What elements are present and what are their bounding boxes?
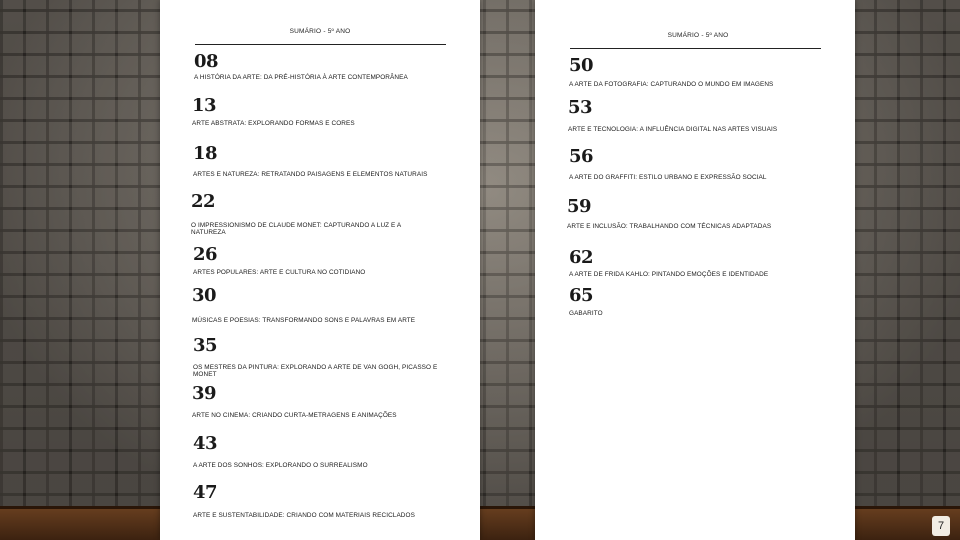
toc-page-number: 39: [192, 383, 217, 404]
toc-entry[interactable]: [569, 56, 839, 88]
toc-entry[interactable]: [567, 197, 837, 230]
toc-title: ARTE ABSTRATA: EXPLORANDO FORMAS E CORES: [192, 120, 355, 127]
toc-page-number: 22: [191, 191, 216, 212]
toc-page-number: 62: [569, 247, 594, 268]
toc-page-number: 53: [568, 97, 593, 118]
header-rule: [195, 44, 446, 45]
toc-entry[interactable]: [194, 52, 464, 81]
toc-page-number: 08: [194, 51, 219, 72]
toc-entry[interactable]: [193, 245, 463, 276]
toc-entry[interactable]: [192, 96, 462, 127]
toc-entry[interactable]: [192, 286, 462, 324]
toc-page-number: 65: [569, 285, 594, 306]
toc-entry[interactable]: [569, 286, 839, 317]
left-page: [160, 0, 480, 540]
toc-page-number: 13: [192, 95, 217, 116]
toc-page-number: 18: [193, 143, 218, 164]
toc-entry[interactable]: [193, 144, 463, 178]
toc-title: ARTE E TECNOLOGIA: A INFLUÊNCIA DIGITAL NAS ARTES VISUAIS: [568, 126, 778, 133]
toc-title: A ARTE DA FOTOGRAFIA: CAPTURANDO O MUNDO EM IMAGENS: [569, 81, 774, 88]
toc-title: A HISTÓRIA DA ARTE: DA PRÉ-HISTÓRIA À ARTE CONTEMPORÂNEA: [194, 74, 408, 81]
toc-page-number: 59: [567, 196, 592, 217]
toc-title: GABARITO: [569, 310, 603, 317]
toc-entry[interactable]: [192, 384, 462, 419]
page-header: SUMÁRIO - 5º ANO: [289, 28, 351, 35]
toc-entry[interactable]: [193, 336, 453, 378]
toc-title: MÚSICAS E POESIAS: TRANSFORMANDO SONS E PALAVRAS EM ARTE: [192, 317, 416, 324]
toc-page-number: 26: [193, 244, 218, 265]
toc-title: ARTES E NATUREZA: RETRATANDO PAISAGENS E ELEMENTOS NATURAIS: [193, 171, 428, 178]
page-header: SUMÁRIO - 5º ANO: [667, 32, 729, 39]
toc-page-number: 35: [193, 335, 218, 356]
toc-title: ARTES POPULARES: ARTE E CULTURA NO COTIDIANO: [193, 269, 366, 276]
toc-title: OS MESTRES DA PINTURA: EXPLORANDO A ARTE DE VAN GOGH, PICASSO E MONET: [193, 364, 438, 378]
toc-entry[interactable]: [191, 192, 426, 236]
right-page: [535, 0, 855, 540]
toc-entry[interactable]: [193, 434, 463, 469]
toc-page-number: 30: [192, 285, 217, 306]
toc-title: ARTE E INCLUSÃO: TRABALHANDO COM TÉCNICAS ADAPTADAS: [567, 223, 772, 230]
toc-title: ARTE NO CINEMA: CRIANDO CURTA-METRAGENS E ANIMAÇÕES: [192, 412, 397, 419]
toc-entry[interactable]: [569, 147, 839, 181]
toc-entry[interactable]: [568, 98, 838, 133]
toc-page-number: 56: [569, 146, 594, 167]
toc-entry[interactable]: [569, 248, 839, 278]
toc-title: A ARTE DOS SONHOS: EXPLORANDO O SURREALISMO: [193, 462, 368, 469]
toc-page-number: 50: [569, 55, 594, 76]
toc-page-number: 47: [193, 482, 218, 503]
toc-title: A ARTE DE FRIDA KAHLO: PINTANDO EMOÇÕES E IDENTIDADE: [569, 271, 769, 278]
page-number-badge: 7: [932, 516, 950, 536]
toc-entry[interactable]: [193, 483, 463, 519]
toc-title: ARTE E SUSTENTABILIDADE: CRIANDO COM MATERIAIS RECICLADOS: [193, 512, 415, 519]
toc-title: O IMPRESSIONISMO DE CLAUDE MONET: CAPTURANDO A LUZ E A NATUREZA: [191, 222, 401, 236]
toc-page-number: 43: [193, 433, 218, 454]
toc-title: A ARTE DO GRAFFITI: ESTILO URBANO E EXPRESSÃO SOCIAL: [569, 174, 767, 181]
header-rule: [570, 48, 821, 49]
